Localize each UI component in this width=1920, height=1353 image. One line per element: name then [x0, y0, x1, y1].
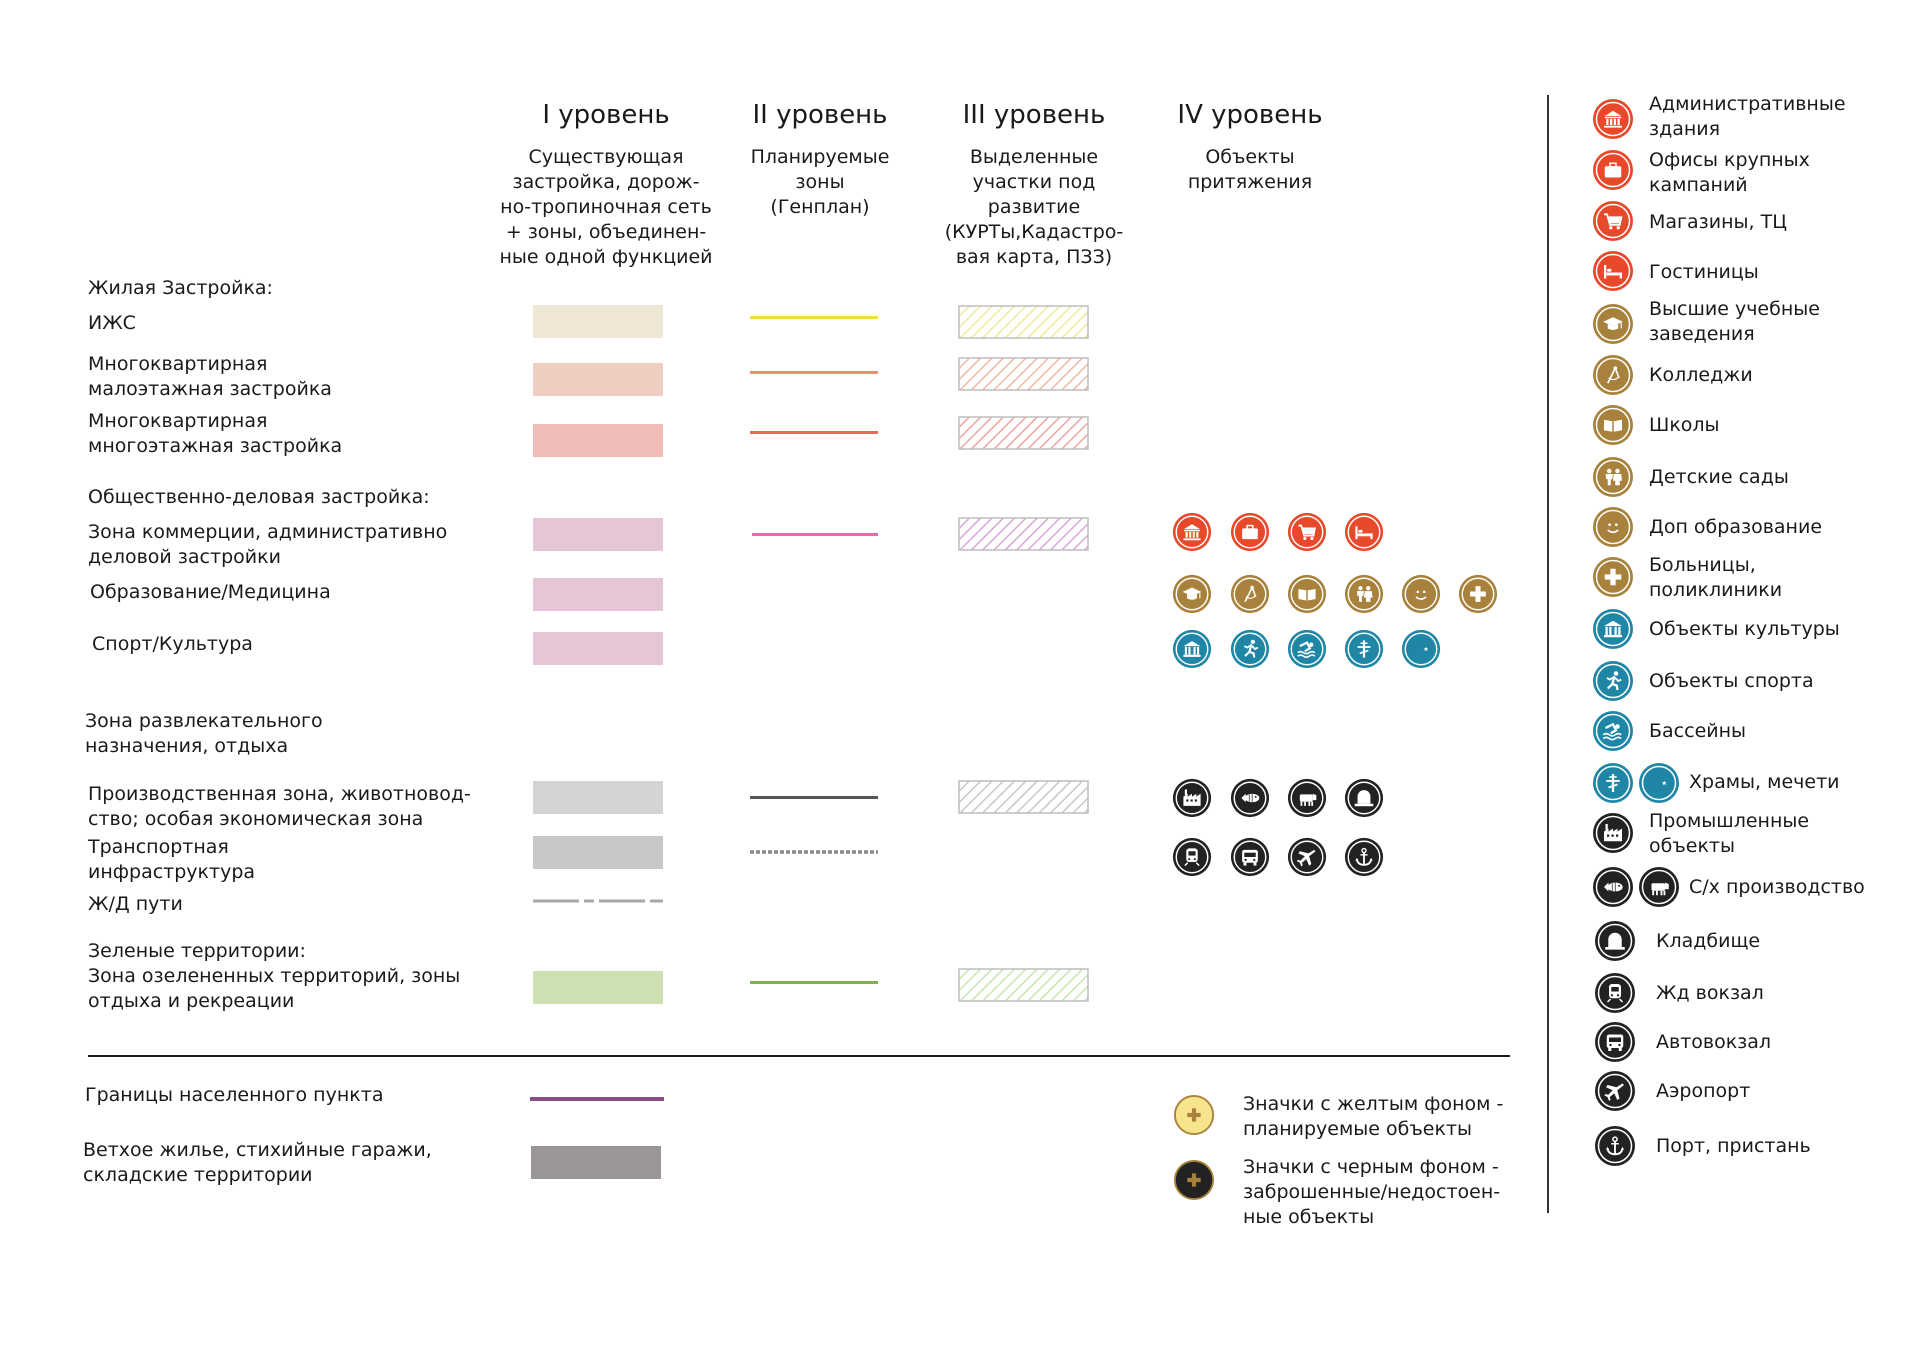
- legend-label-bus-station: Автовокзал: [1656, 1031, 1772, 1053]
- hatch-izhs: [958, 305, 1090, 340]
- bus-icon: [1229, 836, 1271, 878]
- level-1-title: I уровень: [542, 100, 670, 130]
- bed-icon: [1343, 511, 1385, 553]
- legend-label-cemetery: Кладбище: [1656, 930, 1761, 952]
- anchor-icon: [1343, 836, 1385, 878]
- horizontal-divider: [88, 1055, 1510, 1057]
- swatch-commerce: [533, 518, 663, 551]
- graduation-cap-icon: [1171, 573, 1213, 615]
- train-icon: [1171, 836, 1213, 878]
- level-4-title: IV уровень: [1177, 100, 1323, 130]
- legend-medical-cross-icon: [1591, 555, 1635, 599]
- legend-orthodox-cross-icon: [1591, 761, 1635, 805]
- level-2-title: II уровень: [752, 100, 888, 130]
- level-2-description: Планируемые зоны (Генплан): [750, 146, 890, 218]
- planned-line-industrial: [750, 796, 878, 799]
- level-3-title: III уровень: [962, 100, 1106, 130]
- category-commerce: Зона коммерции, административно деловой застройки: [88, 521, 448, 568]
- legend-bus-icon: [1593, 1020, 1637, 1064]
- legend-building-icon: [1591, 97, 1635, 141]
- legend-label-kindergartens: Детские сады: [1649, 466, 1789, 488]
- orthodox-cross-icon: [1343, 628, 1385, 670]
- building-icon: [1171, 511, 1213, 553]
- medical-cross-icon: [1457, 573, 1499, 615]
- legend-swimmer-icon: [1591, 709, 1635, 753]
- category-izhs: ИЖС: [88, 312, 136, 334]
- level-3-description: Выделенные участки под развитие (КУРТы,Кадастро- вая карта, ПЗЗ): [944, 146, 1124, 268]
- category-transport: Транспортная инфраструктура: [88, 836, 256, 883]
- runner-icon: [1229, 628, 1271, 670]
- swatch-industrial: [533, 781, 663, 814]
- legend-label-offices: Офисы крупных кампаний: [1649, 149, 1810, 196]
- swatch-transport: [533, 836, 663, 869]
- legend-label-agriculture: С/х производство: [1689, 876, 1865, 898]
- note-yellow-background: Значки с желтым фоном - планируемые объекты: [1243, 1093, 1504, 1140]
- compass-icon: [1229, 573, 1271, 615]
- swatch-sport: [533, 632, 663, 665]
- factory-icon: [1171, 777, 1213, 819]
- legend-factory-icon: [1591, 811, 1635, 855]
- fish-icon: [1229, 777, 1271, 819]
- legend-label-culture: Объекты культуры: [1649, 618, 1840, 640]
- category-green-header: Зеленые территории:: [88, 940, 306, 962]
- cart-icon: [1286, 511, 1328, 553]
- legend-cow-icon: [1637, 865, 1681, 909]
- legend-label-temples: Храмы, мечети: [1689, 771, 1840, 793]
- swimmer-icon: [1286, 628, 1328, 670]
- legend-label-administrative: Административные здания: [1649, 93, 1846, 140]
- legend-compass-icon: [1591, 353, 1635, 397]
- museum-icon: [1171, 628, 1213, 670]
- planned-line-high-rise: [750, 431, 878, 434]
- book-icon: [1286, 573, 1328, 615]
- legend-label-airport: Аэропорт: [1656, 1080, 1751, 1102]
- legend-museum-icon: [1591, 607, 1635, 651]
- legend-runner-icon: [1591, 659, 1635, 703]
- planned-line-commerce: [752, 533, 878, 536]
- legend-briefcase-icon: [1591, 148, 1635, 192]
- legend-label-hospitals: Больницы, поликлиники: [1649, 554, 1783, 601]
- legend-label-industrial: Промышленные объекты: [1649, 810, 1810, 857]
- briefcase-icon: [1229, 511, 1271, 553]
- hatch-industrial: [958, 780, 1090, 815]
- legend-train-icon: [1593, 971, 1637, 1015]
- hatch-low-rise: [958, 357, 1090, 392]
- legend-label-sport: Объекты спорта: [1649, 670, 1814, 692]
- legend-cemetery-icon: [1593, 919, 1637, 963]
- category-entertainment: Зона развлекательного назначения, отдыха: [85, 710, 323, 757]
- swatch-low-rise: [533, 363, 663, 396]
- legend-label-hotels: Гостиницы: [1649, 261, 1759, 283]
- cow-icon: [1286, 777, 1328, 819]
- legend-book-icon: [1591, 403, 1635, 447]
- hatch-green: [958, 968, 1090, 1003]
- legend-cart-icon: [1591, 199, 1635, 243]
- hatch-high-rise: [958, 416, 1090, 451]
- legend-crescent-icon: [1637, 761, 1681, 805]
- category-industrial: Производственная зона, животновод- ство; особая экономическая зона: [88, 783, 471, 830]
- category-education: Образование/Медицина: [90, 581, 331, 603]
- legend-label-colleges: Колледжи: [1649, 364, 1753, 386]
- legend-children-icon: [1591, 455, 1635, 499]
- category-green: Зона озелененных территорий, зоны отдыха и рекреации: [88, 965, 461, 1012]
- swatch-high-rise: [533, 424, 663, 457]
- planned-cross-icon: [1173, 1094, 1215, 1136]
- legend-label-universities: Высшие учебные заведения: [1649, 298, 1820, 345]
- legend-anchor-icon: [1593, 1124, 1637, 1168]
- children-icon: [1343, 573, 1385, 615]
- category-sport: Спорт/Культура: [92, 633, 253, 655]
- swatch-green: [533, 971, 663, 1004]
- airplane-icon: [1286, 836, 1328, 878]
- planned-line-low-rise: [750, 371, 878, 374]
- legend-smiley-icon: [1591, 505, 1635, 549]
- smiley-icon: [1400, 573, 1442, 615]
- level-1-description: Существующая застройка, дорож- но-тропиночная сеть + зоны, объединен- ные одной функцией: [499, 146, 713, 268]
- legend-label-schools: Школы: [1649, 414, 1720, 436]
- crescent-icon: [1400, 628, 1442, 670]
- planned-line-transport: [750, 849, 880, 855]
- hatch-commerce: [958, 517, 1090, 552]
- category-railway: Ж/Д пути: [88, 893, 183, 915]
- swatch-education: [533, 578, 663, 611]
- legend-label-shops: Магазины, ТЦ: [1649, 211, 1787, 233]
- category-public-business-header: Общественно-деловая застройка:: [88, 486, 430, 508]
- legend-graduation-cap-icon: [1591, 302, 1635, 346]
- level-4-description: Объекты притяжения: [1187, 146, 1313, 193]
- legend-label-extra-education: Доп образование: [1649, 516, 1823, 538]
- category-dilapidated: Ветхое жилье, стихийные гаражи, складские территории: [83, 1139, 432, 1186]
- swatch-izhs: [533, 305, 663, 338]
- legend-label-port: Порт, пристань: [1656, 1135, 1811, 1157]
- legend-airplane-icon: [1593, 1069, 1637, 1113]
- category-residential-header: Жилая Застройка:: [88, 277, 273, 299]
- legend-label-pools: Бассейны: [1649, 720, 1747, 742]
- planned-line-green: [750, 981, 878, 984]
- legend-fish-icon: [1591, 865, 1635, 909]
- category-high-rise: Многоквартирная многоэтажная застройка: [88, 410, 343, 457]
- category-boundary: Границы населенного пункта: [85, 1084, 384, 1106]
- legend-label-railway-station: Жд вокзал: [1656, 982, 1764, 1004]
- cemetery-icon: [1343, 777, 1385, 819]
- planned-line-izhs: [750, 316, 878, 319]
- boundary-line: [530, 1097, 664, 1101]
- note-black-background: Значки с черным фоном - заброшенные/недостоен- ные объекты: [1243, 1156, 1501, 1228]
- category-low-rise: Многоквартирная малоэтажная застройка: [88, 353, 332, 400]
- abandoned-cross-icon: [1173, 1159, 1215, 1201]
- legend-bed-icon: [1591, 249, 1635, 293]
- railway-line: [533, 898, 663, 904]
- swatch-dilapidated: [531, 1146, 661, 1179]
- vertical-divider: [1547, 95, 1549, 1213]
